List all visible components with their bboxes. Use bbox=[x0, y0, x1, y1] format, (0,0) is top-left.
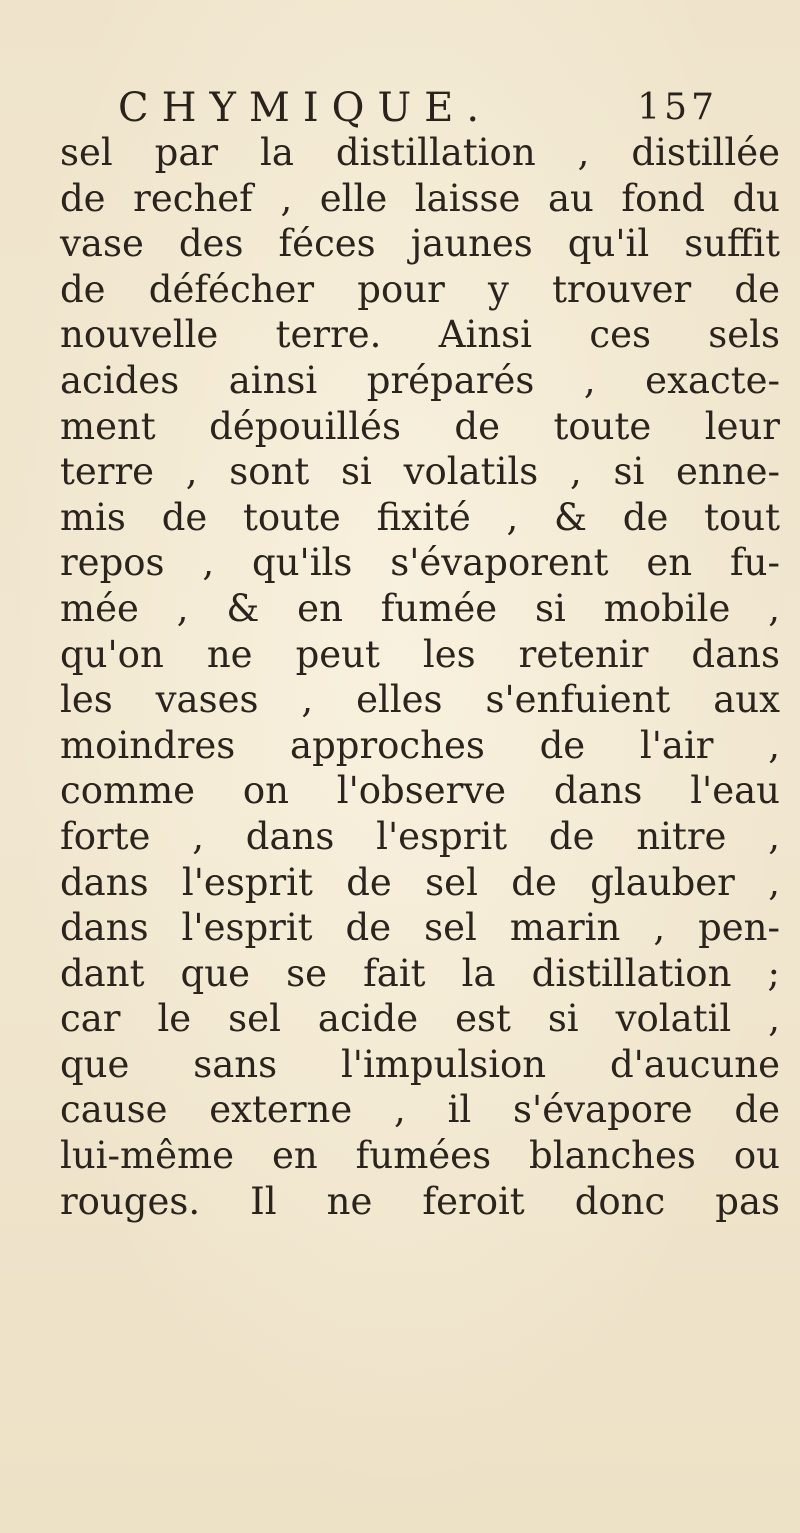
text-line: moindres approches de l'air , bbox=[60, 723, 780, 767]
text-line: que sans l'impulsion d'aucune bbox=[60, 1042, 780, 1086]
text-line: repos , qu'ils s'évaporent en fu- bbox=[60, 541, 780, 585]
text-line: les vases , elles s'enfuient aux bbox=[60, 678, 780, 722]
text-line: dans l'esprit de sel marin , pen- bbox=[60, 906, 780, 950]
text-line: qu'on ne peut les retenir dans bbox=[60, 632, 780, 676]
text-line: mis de toute fixité , & de tout bbox=[60, 495, 780, 539]
text-line: rouges. Il ne feroit donc pas bbox=[60, 1179, 780, 1223]
text-line: cause externe , il s'évapore de bbox=[60, 1088, 780, 1132]
text-line: dans l'esprit de sel de glauber , bbox=[60, 860, 780, 904]
text-line: vase des féces jaunes qu'il suffit bbox=[60, 222, 780, 266]
text-line: forte , dans l'esprit de nitre , bbox=[60, 814, 780, 858]
body-text bbox=[60, 130, 780, 1224]
text-line: terre , sont si volatils , si enne- bbox=[60, 450, 780, 494]
text-line: mée , & en fumée si mobile , bbox=[60, 586, 780, 630]
text-line: ment dépouillés de toute leur bbox=[60, 404, 780, 448]
text-line: acides ainsi préparés , exacte- bbox=[60, 358, 780, 402]
text-line: de rechef , elle laisse au fond du bbox=[60, 176, 780, 220]
text-line: car le sel acide est si volatil , bbox=[60, 997, 780, 1041]
page-number: 157 bbox=[637, 87, 718, 128]
text-line: nouvelle terre. Ainsi ces sels bbox=[60, 313, 780, 357]
running-head: CHYMIQUE. bbox=[118, 85, 493, 131]
text-line: comme on l'observe dans l'eau bbox=[60, 769, 780, 813]
page-header bbox=[118, 80, 718, 136]
text-line: lui-même en fumées blanches ou bbox=[60, 1134, 780, 1178]
text-line: dant que se fait la distillation ; bbox=[60, 951, 780, 995]
text-line: sel par la distillation , distillée bbox=[60, 131, 780, 174]
text-line: de défécher pour y trouver de bbox=[60, 267, 780, 311]
